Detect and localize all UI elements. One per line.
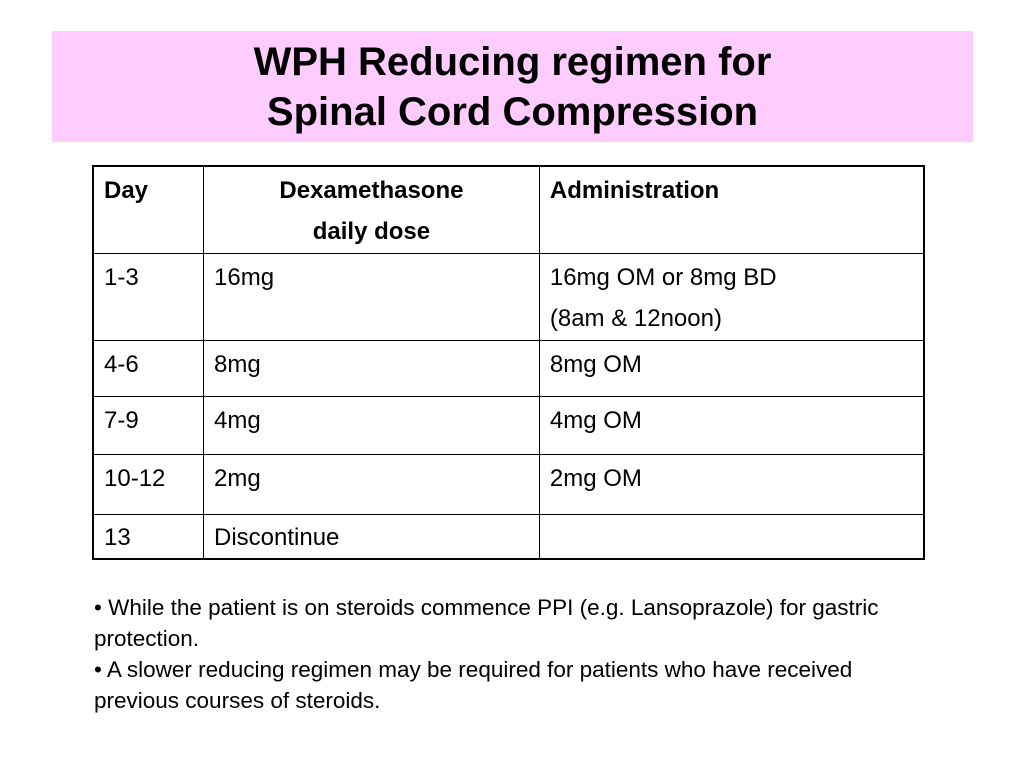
table-row xyxy=(93,254,924,341)
cell-day: 10-12 xyxy=(93,455,204,515)
administration-line-2: (8am & 12noon) xyxy=(549,305,722,332)
header-dose-line-2: daily dose xyxy=(312,218,431,245)
note-slower-regimen: • A slower reducing regimen may be required for patients who have received previous courses of steroids. xyxy=(94,657,853,713)
slide-title-line-1: WPH Reducing regimen for xyxy=(253,39,772,84)
notes-section xyxy=(94,592,924,716)
cell-administration: 4mg OM xyxy=(539,397,924,455)
cell-day: 1-3 xyxy=(93,254,204,341)
header-dose xyxy=(204,166,540,254)
cell-administration: 2mg OM xyxy=(539,455,924,515)
table-row xyxy=(93,397,924,455)
cell-day: 13 xyxy=(93,515,204,560)
regimen-table xyxy=(92,165,925,560)
note-ppi: • While the patient is on steroids commence PPI (e.g. Lansoprazole) for gastric protection. xyxy=(94,595,879,651)
header-administration: Administration xyxy=(539,166,924,254)
table-row xyxy=(93,455,924,515)
table-header-row xyxy=(93,166,924,254)
table-row xyxy=(93,515,924,560)
cell-dose: 2mg xyxy=(204,455,540,515)
cell-dose: 4mg xyxy=(204,397,540,455)
header-dose-line-1: Dexamethasone xyxy=(279,177,464,204)
cell-day: 7-9 xyxy=(93,397,204,455)
cell-administration xyxy=(539,515,924,560)
cell-dose: Discontinue xyxy=(204,515,540,560)
cell-administration xyxy=(539,254,924,341)
header-day: Day xyxy=(93,166,204,254)
table-row xyxy=(93,341,924,397)
cell-day: 4-6 xyxy=(93,341,204,397)
cell-dose: 8mg xyxy=(204,341,540,397)
cell-administration: 8mg OM xyxy=(539,341,924,397)
slide-title-line-2: Spinal Cord Compression xyxy=(266,89,759,134)
cell-dose: 16mg xyxy=(204,254,540,341)
title-banner xyxy=(52,31,973,142)
administration-line-1: 16mg OM or 8mg BD xyxy=(549,264,777,291)
